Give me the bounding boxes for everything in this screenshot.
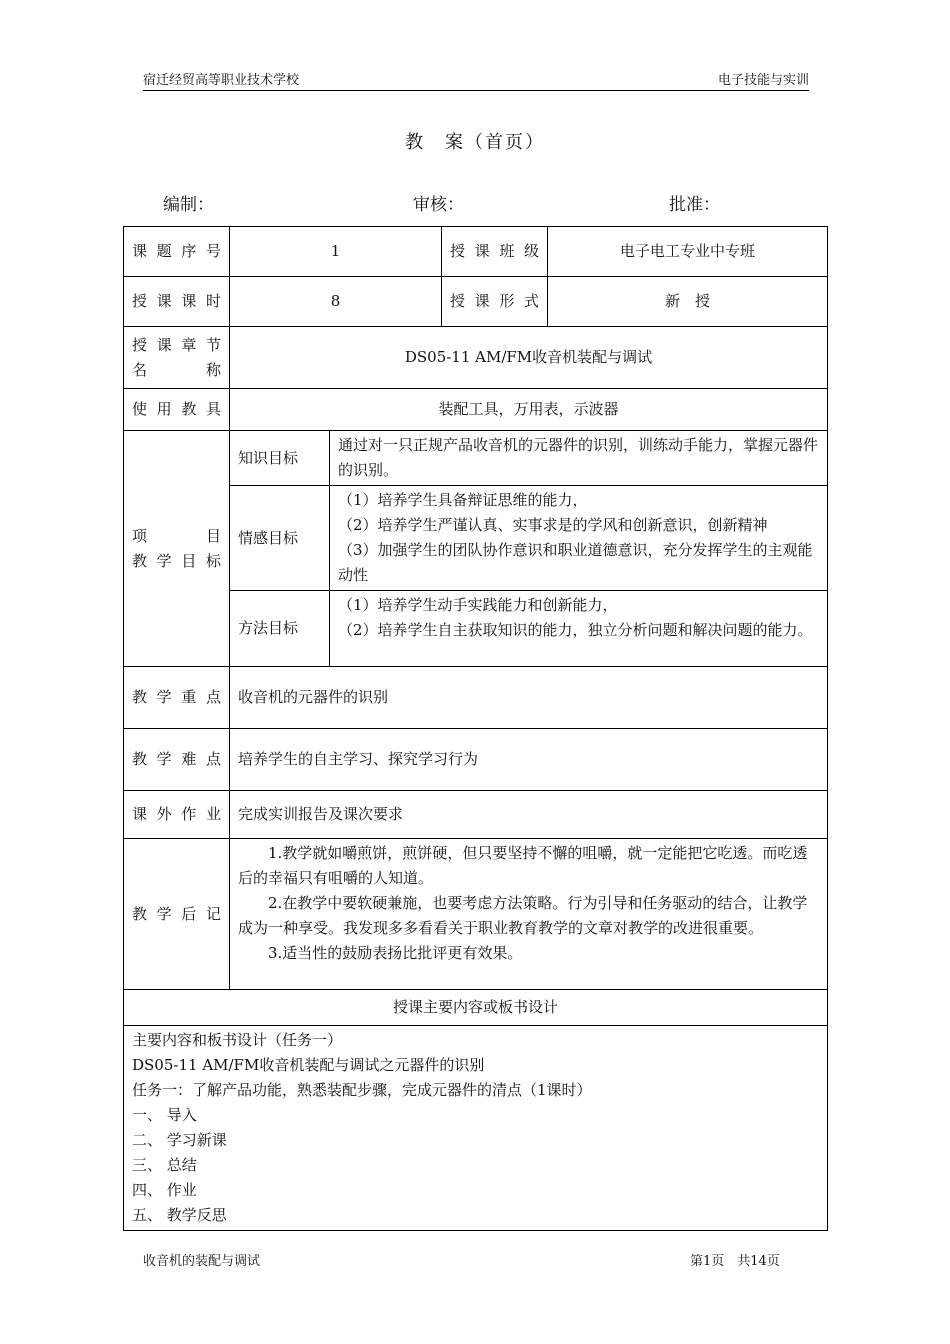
reflection-label: 教学后记 <box>124 839 230 990</box>
board-line: 三、 总结 <box>132 1156 197 1174</box>
class-value: 电子电工专业中专班 <box>548 227 828 277</box>
form-value: 新 授 <box>548 277 828 327</box>
reflection-text <box>230 839 828 990</box>
difficulty-value: 培养学生的自主学习、探究学习行为 <box>230 729 828 791</box>
goals-label-line1: 项 目 <box>132 526 221 545</box>
row-emotion-goal <box>124 486 828 591</box>
key-point-value: 收音机的元器件的识别 <box>230 667 828 729</box>
chapter-label <box>124 327 230 389</box>
row-homework <box>124 791 828 839</box>
emotion-goal-line: （1）培养学生具备辩证思维的能力， <box>338 491 588 509</box>
document-title: 教 案（首页） <box>405 132 545 153</box>
emotion-goal-label: 情感目标 <box>230 486 330 591</box>
row-knowledge-goal <box>124 431 828 486</box>
difficulty-label: 教学难点 <box>124 729 230 791</box>
goals-label-line2: 教学目标 <box>132 551 221 570</box>
row-tools <box>124 389 828 431</box>
board-line: 四、 作业 <box>132 1181 197 1199</box>
form-label: 授课形式 <box>442 277 548 327</box>
row-board-content <box>124 1026 828 1231</box>
tools-value: 装配工具，万用表，示波器 <box>230 389 828 431</box>
board-line: 任务一：了解产品功能，熟悉装配步骤，完成元器件的清点（1课时） <box>132 1081 592 1099</box>
knowledge-goal-text: 通过对一只正规产品收音机的元器件的识别，训练动手能力，掌握元器件的识别。 <box>330 431 828 486</box>
review-label: 审核： <box>413 195 464 215</box>
row-board-header <box>124 990 828 1026</box>
chapter-label-line2: 名 称 <box>132 360 221 379</box>
reflection-paragraph: 3.适当性的鼓励表扬比批评更有效果。 <box>268 944 523 962</box>
board-line: 主要内容和板书设计（任务一） <box>132 1031 343 1049</box>
emotion-goal-line: （2）培养学生严谨认真、实事求是的学风和创新意识，创新精神 <box>338 516 768 534</box>
compile-label: 编制： <box>163 195 214 215</box>
hours-label: 授课课时 <box>124 277 230 327</box>
footer-page-number: 第1页 共14页 <box>690 1254 780 1269</box>
emotion-goal-text <box>330 486 828 591</box>
board-line: 二、 学习新课 <box>132 1131 227 1149</box>
row-lesson-no <box>124 227 828 277</box>
board-line: 五、 教学反思 <box>132 1206 227 1224</box>
board-line: DS05-11 AM/FM收音机装配与调试之元器件的识别 <box>132 1056 485 1074</box>
class-label: 授课班级 <box>442 227 548 277</box>
method-goal-text <box>330 591 828 667</box>
row-hours <box>124 277 828 327</box>
tools-label: 使用教具 <box>124 389 230 431</box>
lesson-plan-table <box>123 226 828 1231</box>
board-content <box>124 1026 828 1231</box>
lesson-no-value: 1 <box>230 227 442 277</box>
row-chapter <box>124 327 828 389</box>
row-reflection <box>124 839 828 990</box>
course-name: 电子技能与实训 <box>717 73 809 88</box>
row-key-point <box>124 667 828 729</box>
footer-course: 收音机的装配与调试 <box>143 1254 261 1269</box>
page-header <box>143 72 809 91</box>
reflection-paragraph: 2.在教学中要软硬兼施，也要考虑方法策略。行为引导和任务驱动的结合，让教学成为一种享受。我发现多多看看关于职业教育教学的文章对教学的改进很重要。 <box>238 894 808 937</box>
key-point-label: 教学重点 <box>124 667 230 729</box>
goals-label <box>124 431 230 667</box>
reflection-paragraph: 1.教学就如嚼煎饼，煎饼硬，但只要坚持不懈的咀嚼，就一定能把它吃透。而吃透后的幸福只有咀嚼的人知道。 <box>238 844 808 887</box>
board-header: 授课主要内容或板书设计 <box>124 990 828 1026</box>
lesson-no-label: 课题序号 <box>124 227 230 277</box>
method-goal-line: （2）培养学生自主获取知识的能力，独立分析问题和解决问题的能力。 <box>338 621 813 639</box>
board-line: 一、 导入 <box>132 1106 197 1124</box>
hours-value: 8 <box>230 277 442 327</box>
method-goal-line: （1）培养学生动手实践能力和创新能力， <box>338 596 618 614</box>
chapter-label-line1: 授课章节 <box>132 335 221 354</box>
approve-label: 批准： <box>669 195 720 215</box>
homework-value: 完成实训报告及课次要求 <box>230 791 828 839</box>
emotion-goal-line: （3）加强学生的团队协作意识和职业道德意识，充分发挥学生的主观能动性 <box>338 541 813 584</box>
row-method-goal <box>124 591 828 667</box>
method-goal-label: 方法目标 <box>230 591 330 667</box>
row-difficulty <box>124 729 828 791</box>
homework-label: 课外作业 <box>124 791 230 839</box>
knowledge-goal-label: 知识目标 <box>230 431 330 486</box>
school-name: 宿迁经贸高等职业技术学校 <box>143 73 300 88</box>
chapter-value: DS05-11 AM/FM收音机装配与调试 <box>230 327 828 389</box>
